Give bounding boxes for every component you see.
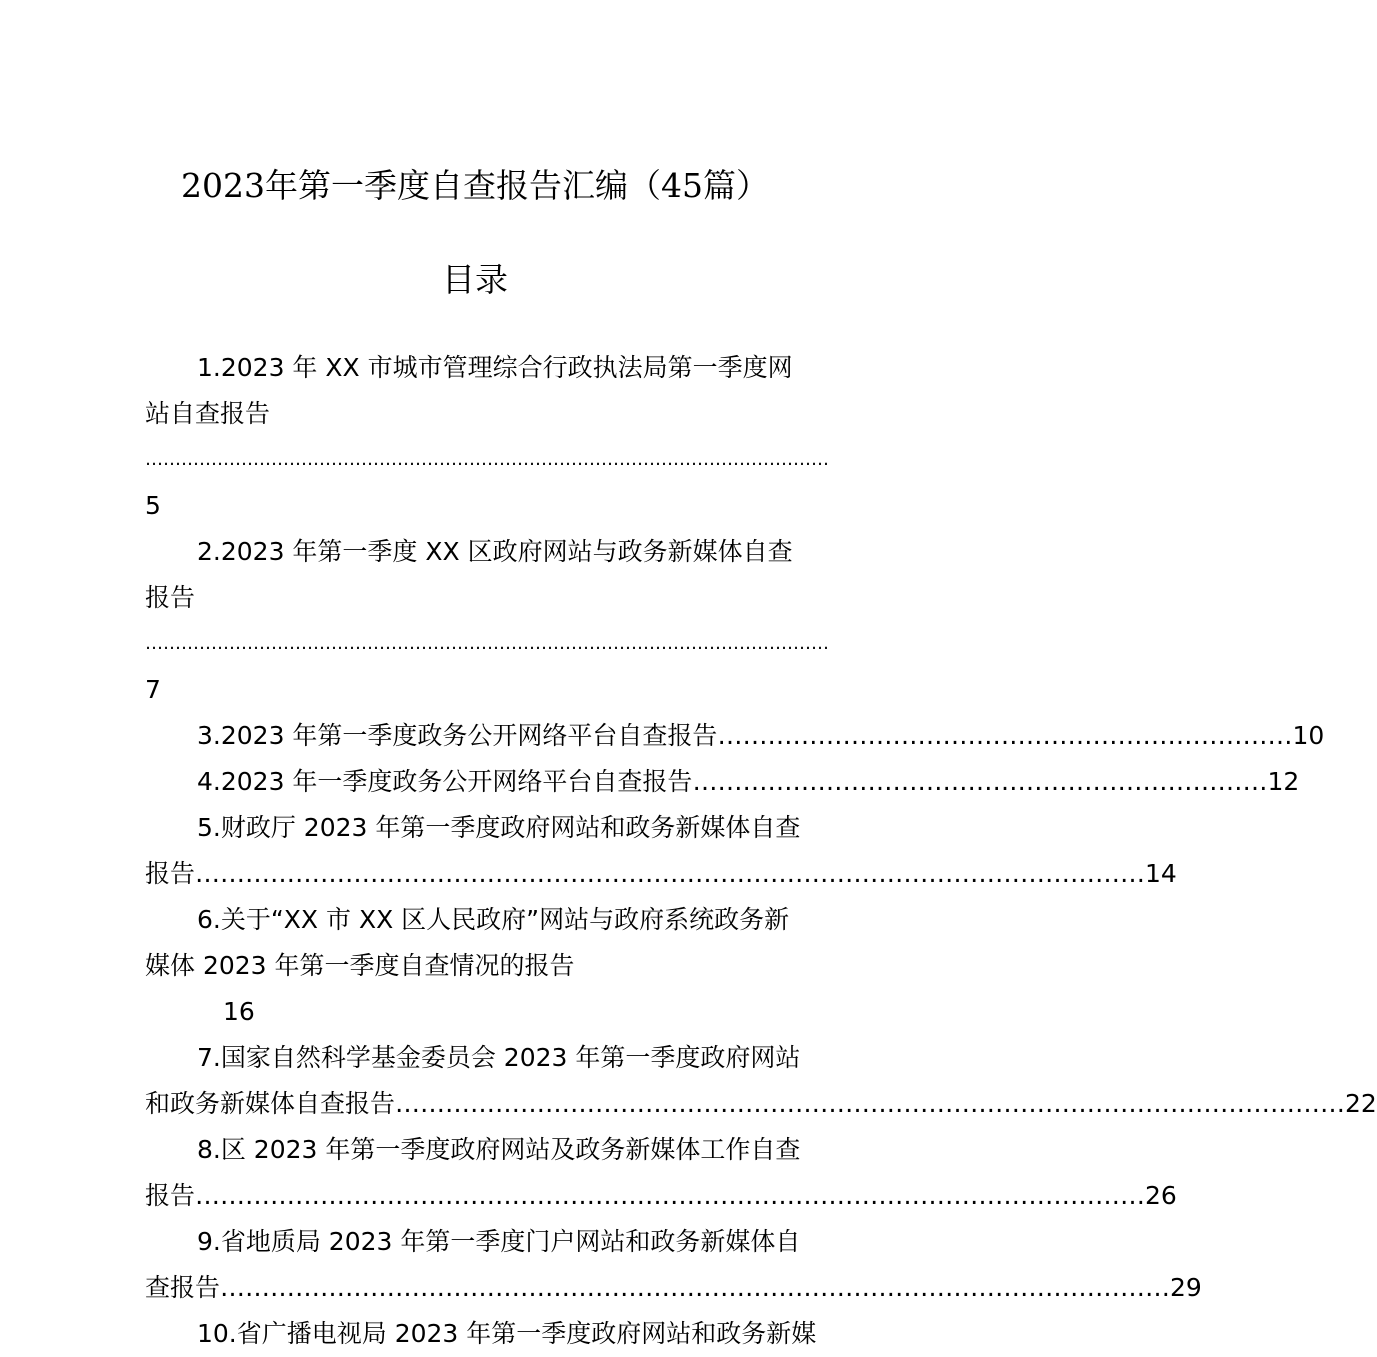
toc-leader-dots: …………………………………………………………………………………………………… xyxy=(145,449,829,470)
toc-entry-1-line1[interactable]: 1.2023 年 XX 市城市管理综合行政执法局第一季度网 xyxy=(197,353,793,382)
toc-entry-10-line1[interactable]: 10.省广播电视局 2023 年第一季度政府网站和政务新媒 xyxy=(197,1319,817,1348)
toc-heading: 目录 xyxy=(442,260,508,299)
toc-entry-5-page: 14 xyxy=(1145,859,1177,888)
toc-entry-4-title: 4.2023 年一季度政务公开网络平台自查报告 xyxy=(197,767,693,796)
toc-leader-dots: …………………………………………………………… xyxy=(692,767,1268,796)
toc-entry-8-page: 26 xyxy=(1145,1181,1177,1210)
toc-entry-9-title-end: 查报告 xyxy=(145,1273,221,1302)
toc-entry-5-line2[interactable] xyxy=(145,851,1177,897)
toc-entry-7-title-end: 和政务新媒体自查报告 xyxy=(145,1089,396,1118)
toc-entry-4[interactable] xyxy=(145,759,1300,805)
toc-entry-3-page: 10 xyxy=(1292,721,1325,750)
toc-entry-2-line1[interactable]: 2.2023 年第一季度 XX 区政府网站与政务新媒体自查 xyxy=(197,537,793,566)
toc-entry-7-line1[interactable]: 7.国家自然科学基金委员会 2023 年第一季度政府网站 xyxy=(197,1043,801,1072)
toc-entry-2-line2[interactable]: 报告 xyxy=(145,583,196,612)
toc-entry-9-line1[interactable]: 9.省地质局 2023 年第一季度门户网站和政务新媒体自 xyxy=(197,1227,801,1256)
toc-entry-5-line1[interactable]: 5.财政厅 2023 年第一季度政府网站和政务新媒体自查 xyxy=(197,813,801,842)
toc-leader-dots: …………………………………………………………………………………………………… xyxy=(195,859,1146,888)
toc-entry-6-line1[interactable]: 6.关于“XX 市 XX 区人民政府”网站与政府系统政务新 xyxy=(197,905,790,934)
toc-entry-8-title-end: 报告 xyxy=(145,1181,196,1210)
document-title: 2023年第一季度自查报告汇编（45篇） xyxy=(181,166,769,205)
toc-entry-4-page: 12 xyxy=(1267,767,1300,796)
toc-leader-dots: …………………………………………………………………………………………………… xyxy=(220,1273,1171,1302)
toc-entry-6-page[interactable]: 16 xyxy=(223,997,255,1026)
toc-entry-7-page: 22 xyxy=(1345,1089,1377,1118)
toc-entry-1-page[interactable]: 5 xyxy=(145,491,161,520)
toc-entry-6-line2[interactable]: 媒体 2023 年第一季度自查情况的报告 xyxy=(145,951,575,980)
toc-entry-9-line2[interactable] xyxy=(145,1265,1202,1311)
toc-entry-1-line2[interactable]: 站自查报告 xyxy=(145,399,271,428)
toc-entry-8-line1[interactable]: 8.区 2023 年第一季度政府网站及政务新媒体工作自查 xyxy=(197,1135,801,1164)
toc-leader-dots: …………………………………………………………………………………………………… xyxy=(395,1089,1346,1118)
toc-leader-dots: …………………………………………………………………………………………………… xyxy=(145,633,829,654)
toc-entry-8-line2[interactable] xyxy=(145,1173,1177,1219)
toc-entry-3-title: 3.2023 年第一季度政务公开网络平台自查报告 xyxy=(197,721,718,750)
toc-entry-3[interactable] xyxy=(145,713,1325,759)
toc-leader-dots: …………………………………………………………… xyxy=(717,721,1293,750)
toc-entry-2-page[interactable]: 7 xyxy=(145,675,161,704)
toc-entry-7-line2[interactable] xyxy=(145,1081,1377,1127)
toc-entry-9-page: 29 xyxy=(1170,1273,1202,1302)
table-of-contents xyxy=(145,345,1377,1357)
toc-entry-5-title-end: 报告 xyxy=(145,859,196,888)
toc-leader-dots: …………………………………………………………………………………………………… xyxy=(195,1181,1146,1210)
